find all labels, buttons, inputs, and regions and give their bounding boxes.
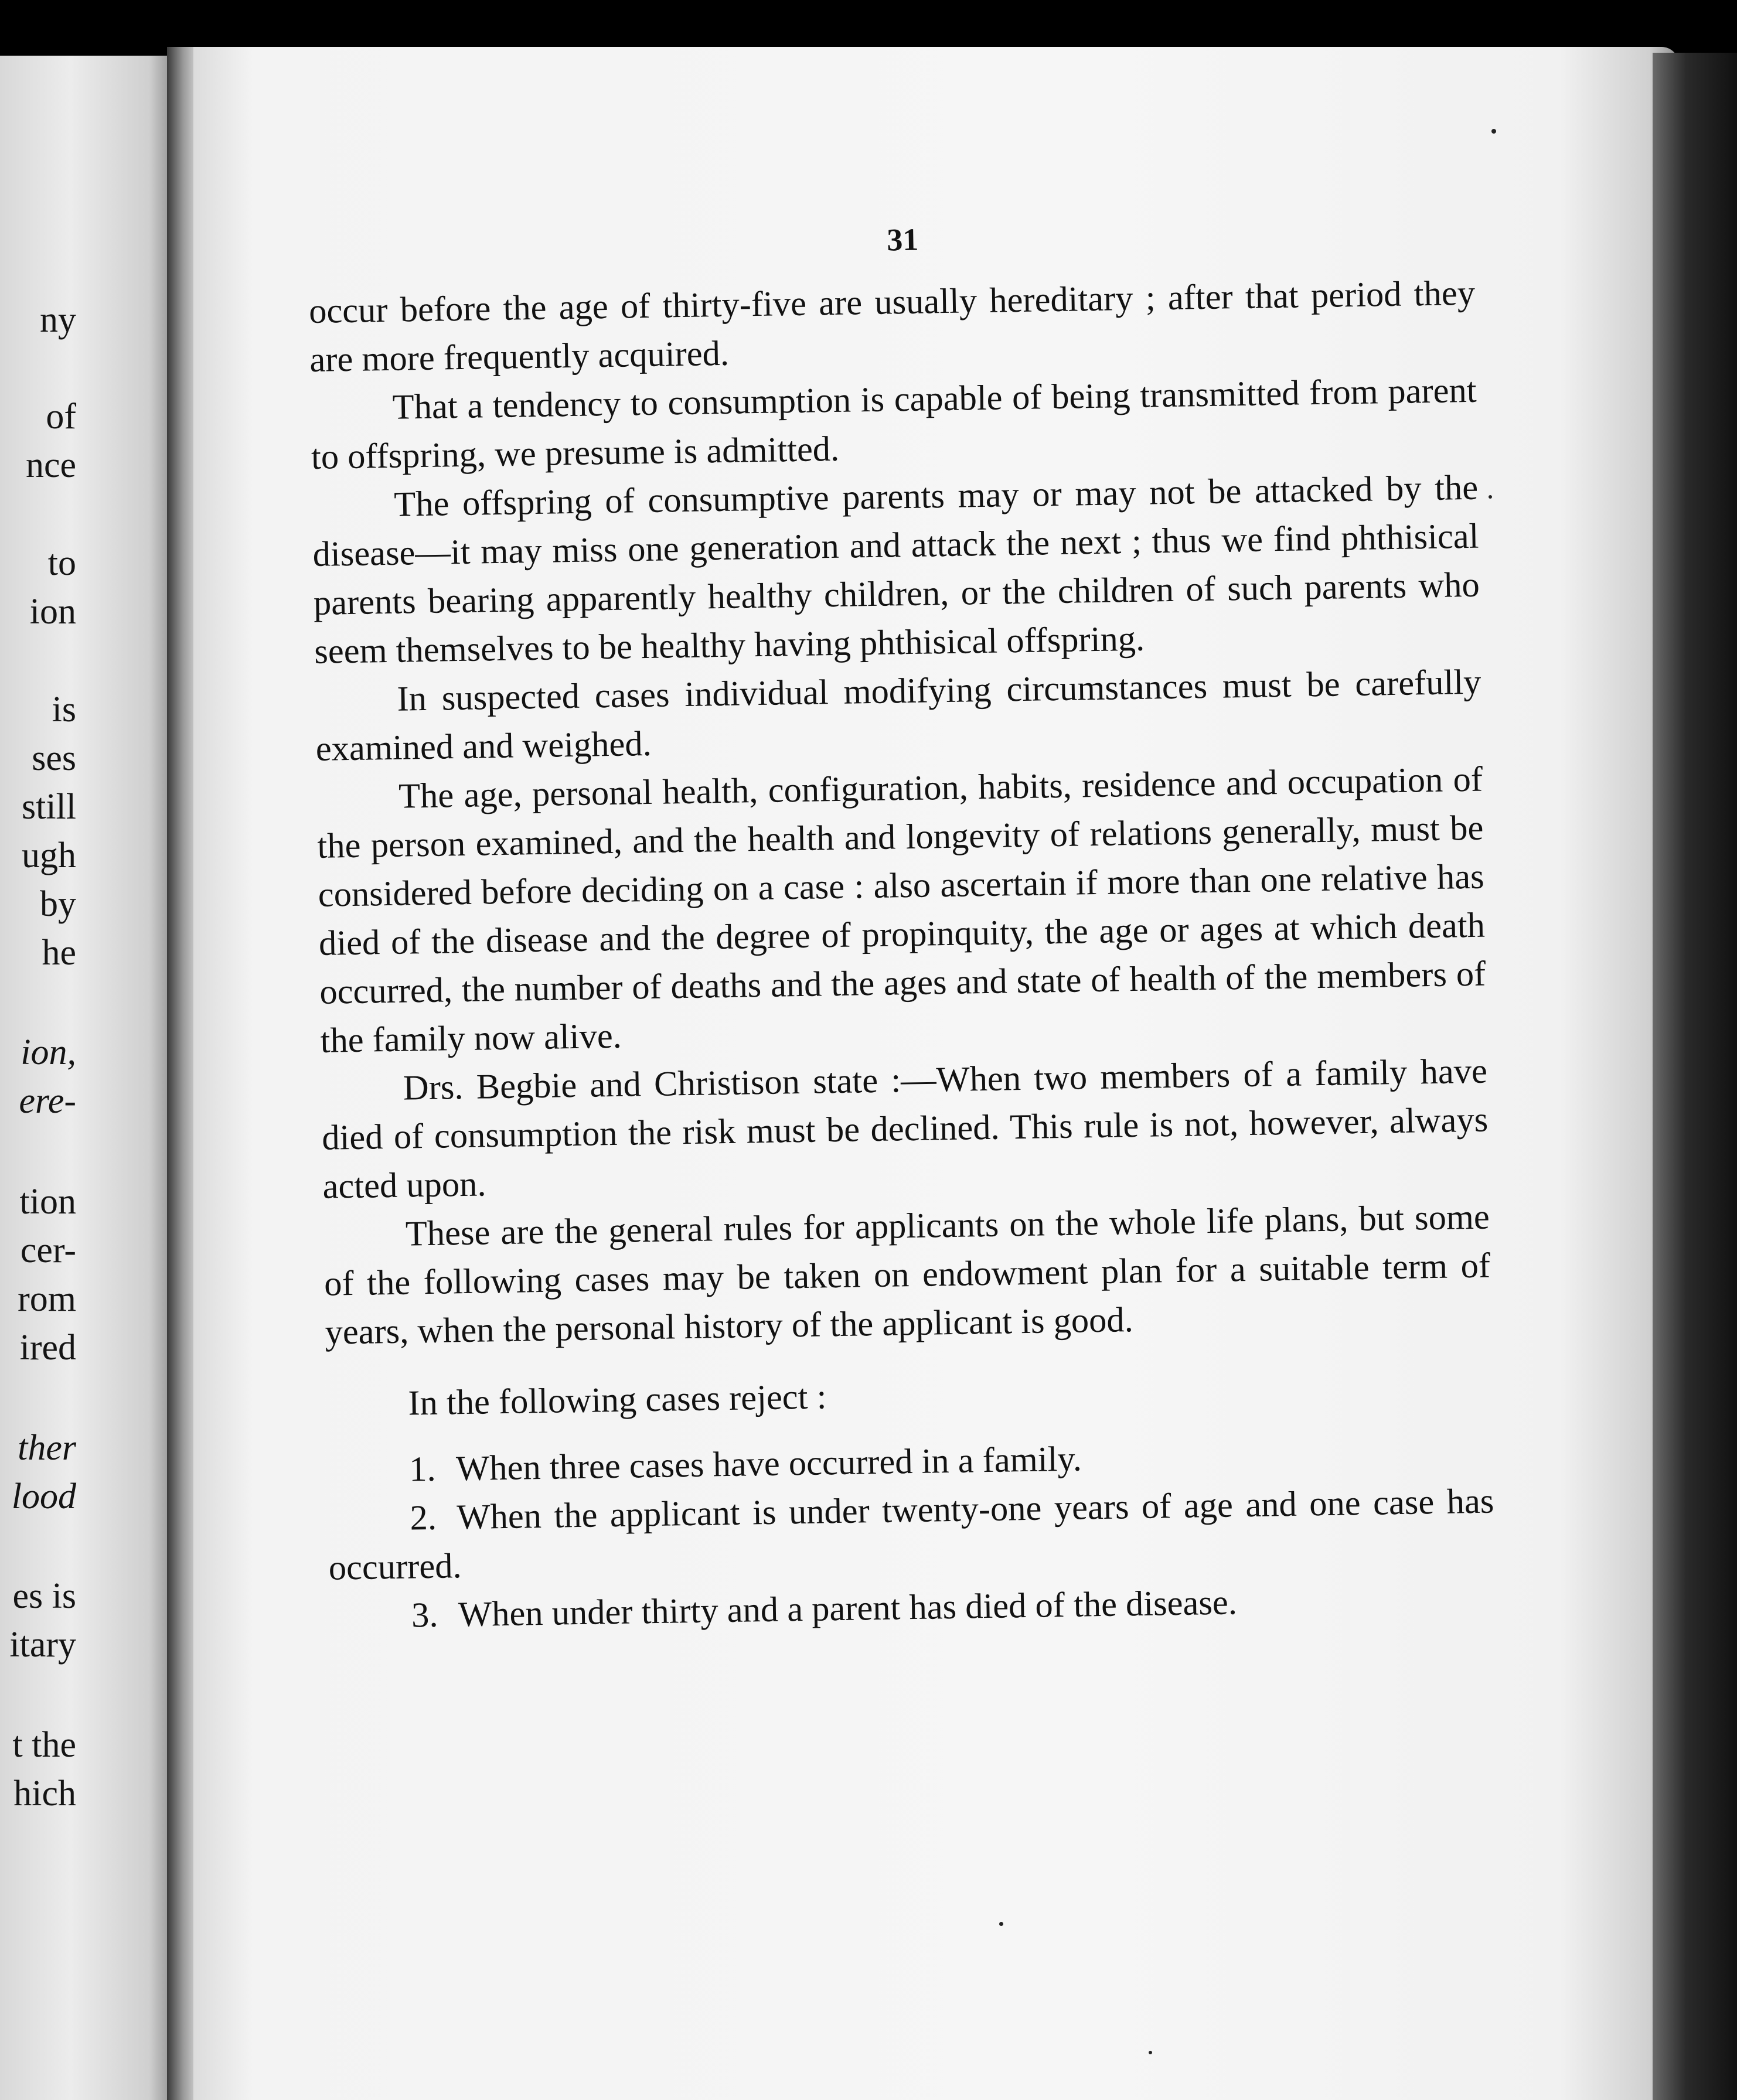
page-number: 31 bbox=[886, 221, 919, 258]
fragment-line: cer- bbox=[20, 1230, 76, 1270]
list-intro: In the following cases reject : bbox=[407, 1377, 827, 1423]
fragment-line: is bbox=[52, 690, 76, 729]
list-item-number: 1. bbox=[408, 1449, 437, 1489]
previous-page-text-fragments bbox=[0, 56, 176, 2100]
list-item-text: When under thirty and a parent has died of the disease. bbox=[458, 1583, 1238, 1635]
fragment-line: ired bbox=[19, 1328, 76, 1368]
list-item-number: 2. bbox=[409, 1498, 437, 1538]
list-item-number: 3. bbox=[411, 1595, 439, 1635]
fragment-line: to bbox=[47, 543, 76, 583]
fragment-line: ther bbox=[18, 1428, 76, 1468]
fragment-line: es is bbox=[12, 1576, 76, 1616]
fragment-line: ere- bbox=[19, 1081, 76, 1121]
fragment-line: ses bbox=[32, 738, 76, 778]
previous-page bbox=[0, 56, 176, 2100]
list-item bbox=[328, 1477, 1495, 1592]
fragment-line: of bbox=[46, 397, 76, 437]
fragment-line: itary bbox=[9, 1625, 76, 1665]
fragment-line: t the bbox=[12, 1725, 76, 1765]
fragment-line: ny bbox=[40, 300, 76, 340]
paragraph: The age, personal health, configuration, habits, residence and occupation of the person examined, and the health and longevity of relations generally, must be considered before deciding on a case : also ascertain if more than one relative has died of the disease and the degree of propinquity, the age or ages at which death occurred, the number of deaths and the ages and state of health of the members of the family now alive. bbox=[316, 759, 1486, 1061]
page-text-block bbox=[308, 213, 1496, 1641]
paragraph: These are the general rules for applicants on the whole life plans, but some of the following cases may be taken on endowment plan for a suitable term of years, when the personal history of the applicant is good. bbox=[323, 1197, 1491, 1352]
fragment-line: ion bbox=[29, 592, 76, 632]
rejection-list bbox=[327, 1428, 1496, 1641]
page-edge-shadow bbox=[1653, 53, 1737, 2100]
paragraph: occur before the age of thirty-five are usually hereditary ; after that period they are more frequently acquired. bbox=[308, 273, 1476, 380]
fragment-line: ugh bbox=[22, 836, 76, 875]
paper-speck bbox=[999, 1922, 1003, 1926]
fragment-line: he bbox=[42, 933, 76, 973]
fragment-line: lood bbox=[11, 1477, 76, 1516]
paper-speck bbox=[1491, 129, 1496, 134]
list-item-text: When three cases have occurred in a family. bbox=[455, 1439, 1082, 1489]
fragment-line: by bbox=[40, 884, 76, 924]
paragraph: That a tendency to consumption is capable of being transmitted from parent to offspring, we presume is admitted. bbox=[311, 370, 1477, 477]
list-item-text: When the applicant is under twenty-one years of age and one case has occurred. bbox=[328, 1481, 1494, 1588]
fragment-line: rom bbox=[18, 1279, 76, 1319]
fragment-line: hich bbox=[13, 1774, 76, 1813]
paragraph: The offspring of consumptive parents may or may not be attacked by the disease—it may miss one generation and attack the next ; thus we find phthisical parents bearing apparently healthy children, or the children of such parents who seem themselves to be healthy having phthisical offspring. bbox=[312, 468, 1480, 671]
paper-speck bbox=[1489, 495, 1492, 499]
fragment-line: ion, bbox=[21, 1032, 76, 1072]
fragment-line: nce bbox=[25, 445, 76, 485]
fragment-line: tion bbox=[19, 1182, 76, 1222]
fragment-line: still bbox=[21, 787, 76, 827]
paragraph: In suspected cases individual modifying circumstances must be carefully examined and weighed. bbox=[315, 662, 1481, 769]
paper-speck bbox=[1149, 2051, 1152, 2054]
paragraph: Drs. Begbie and Christison state :—When two members of a family have died of consumption the risk must be declined. This rule is not, however, always acted upon. bbox=[321, 1051, 1489, 1206]
